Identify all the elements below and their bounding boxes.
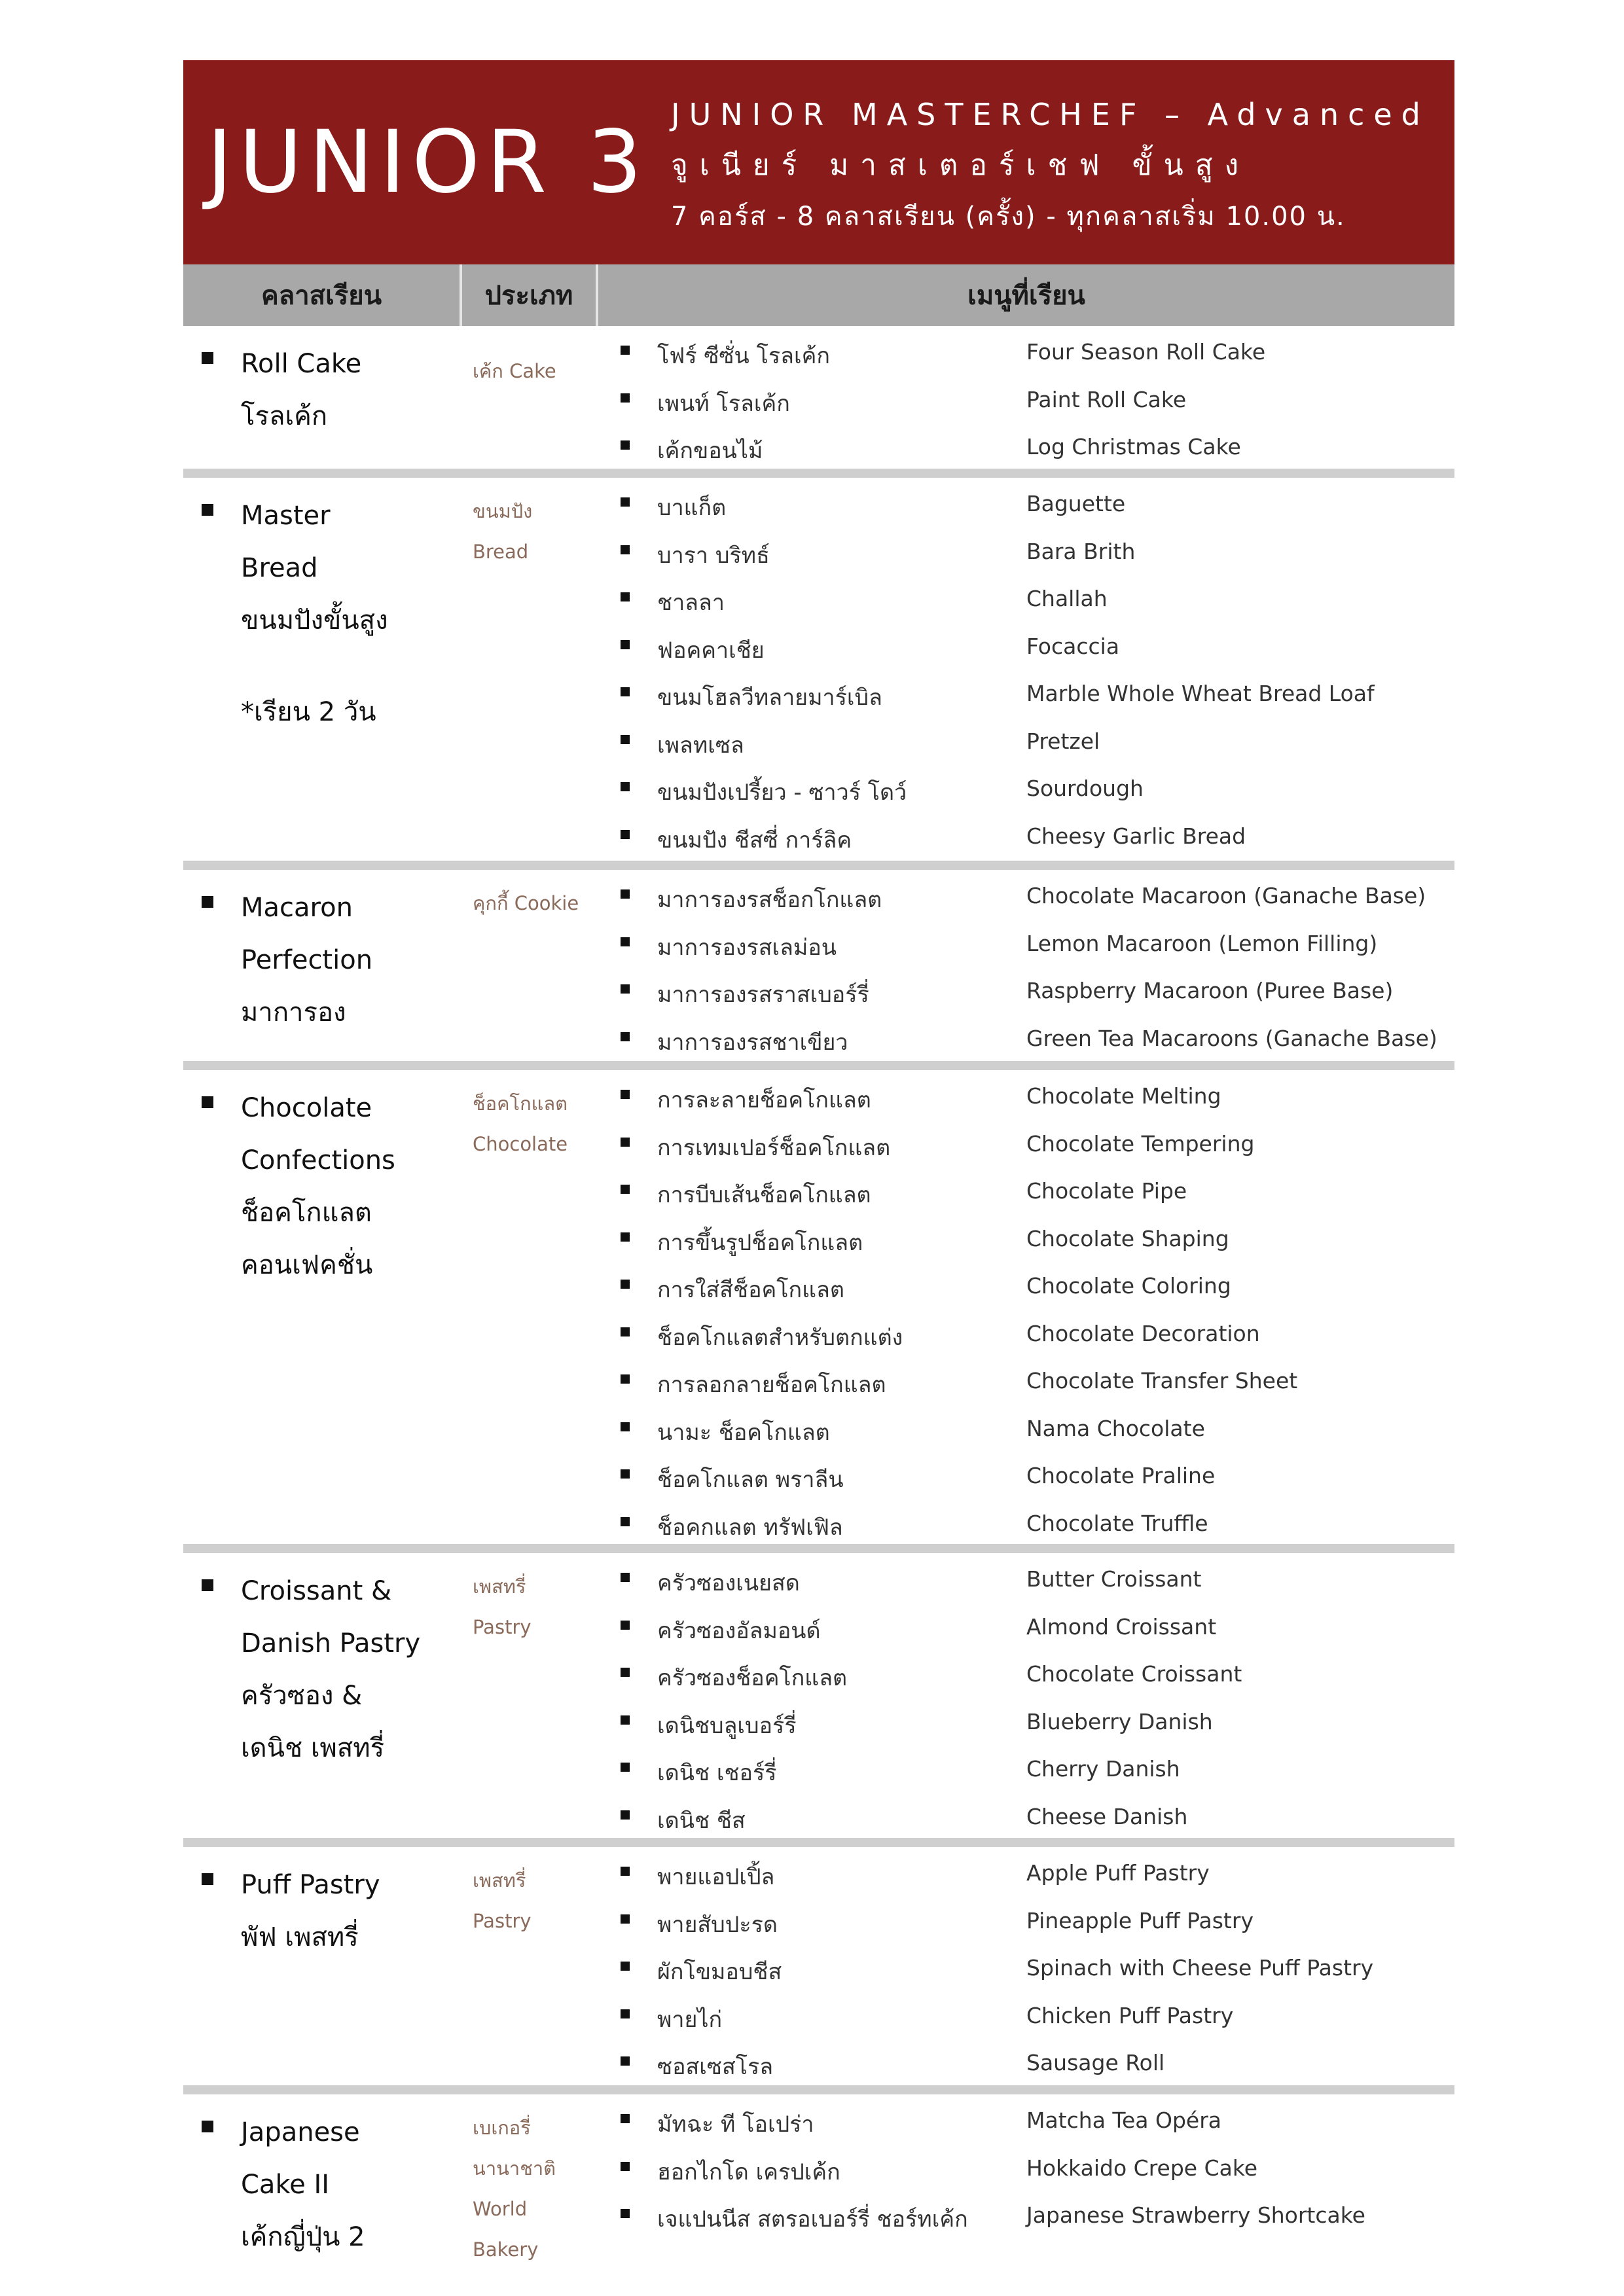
menu-item-th: โฟร์ ซีซั่น โรลเค้ก (657, 343, 830, 369)
menu-item-th: มาการองรสชาเขียว (657, 1029, 848, 1056)
menu-item (621, 1172, 1452, 1219)
class-type-label-th: นานาชาติ (473, 2157, 556, 2179)
bullet-icon (202, 1873, 213, 1885)
class-type (473, 351, 597, 391)
menu-item-th: บารา บริทธ์ (657, 542, 770, 569)
class-section-chocolate (183, 1070, 1454, 1544)
section-divider (183, 861, 1454, 870)
bullet-icon (621, 1280, 630, 1289)
class-section-macaron (183, 870, 1454, 1060)
column-header-class: คลาสเรียน (261, 281, 382, 311)
class-name (241, 1082, 437, 1291)
bullet-icon (202, 352, 213, 364)
bullet-icon (621, 687, 630, 696)
menu-list (621, 484, 1452, 864)
menu-list (621, 2101, 1452, 2244)
bullet-icon (621, 937, 630, 946)
bullet-icon (621, 592, 630, 601)
class-name-en: Perfection (241, 945, 373, 975)
class-section-puff-pastry (183, 1847, 1454, 2081)
menu-item-th: ครัวซองอัลมอนด์ (657, 1617, 821, 1644)
menu-item-th: เดนิชบลูเบอร์รี่ (657, 1712, 797, 1739)
menu-item (621, 1077, 1452, 1124)
column-header-menu: เมนูที่เรียน (967, 281, 1085, 311)
menu-item-en: Chicken Puff Pastry (1026, 2002, 1234, 2028)
menu-item-th: การบีบเส้นช็อคโกแลต (657, 1182, 871, 1208)
class-section-croissant (183, 1553, 1454, 1836)
menu-item-th: ช็อคโกแลต พราลีน (657, 1467, 844, 1493)
menu-item-en: Sourdough (1026, 776, 1144, 801)
class-type-label-th: เพสทรี่ (473, 1869, 526, 1892)
class-name-en: Puff Pastry (241, 1870, 380, 1900)
bullet-icon (621, 830, 630, 839)
menu-item (621, 380, 1452, 428)
menu-item-th: เค้กขอนไม้ (657, 438, 763, 464)
menu-item (621, 332, 1452, 380)
menu-item-en: Chocolate Croissant (1026, 1661, 1242, 1687)
menu-item-en: Hokkaido Crepe Cake (1026, 2155, 1258, 2181)
menu-item (621, 1607, 1452, 1655)
menu-item (621, 1655, 1452, 1702)
menu-item (621, 924, 1452, 972)
menu-item (621, 1314, 1452, 1362)
menu-item-th: การละลายช็อคโกแลต (657, 1087, 871, 1113)
class-name-en: Danish Pastry (241, 1628, 421, 1659)
bullet-icon (621, 545, 630, 554)
bullet-icon (621, 393, 630, 403)
menu-item (621, 1854, 1452, 1901)
menu-item-en: Chocolate Macaroon (Ganache Base) (1026, 883, 1426, 908)
menu-item-th: การใส่สีช็อคโกแลต (657, 1277, 844, 1303)
class-section-master-bread (183, 478, 1454, 859)
menu-item-en: Focaccia (1026, 633, 1120, 659)
bullet-icon (621, 1962, 630, 1971)
class-type (473, 491, 597, 572)
menu-item (621, 532, 1452, 580)
section-divider (183, 2085, 1454, 2094)
menu-list (621, 876, 1452, 1066)
menu-item (621, 2101, 1452, 2149)
title-banner (183, 60, 1454, 264)
menu-item-en: Chocolate Transfer Sheet (1026, 1368, 1298, 1393)
class-name (241, 2106, 437, 2263)
menu-list (621, 1560, 1452, 1844)
class-name-en: Master (241, 501, 331, 531)
menu-item-en: Pretzel (1026, 728, 1100, 754)
menu-item-th: บาแก็ต (657, 495, 727, 521)
section-divider (183, 1061, 1454, 1070)
menu-item-th: มาการองรสราสเบอร์รี่ (657, 982, 869, 1008)
menu-item-en: Bara Brith (1026, 538, 1136, 564)
class-type-label: คุกกี้ Cookie (473, 892, 579, 914)
menu-item (621, 2043, 1452, 2091)
menu-item-th: มัทฉะ ที โอเปร่า (657, 2111, 814, 2138)
bullet-icon (621, 1469, 630, 1479)
menu-item-en: Chocolate Shaping (1026, 1225, 1229, 1251)
menu-item (621, 1702, 1452, 1750)
course-subtitle-th: จูเนียร์ มาสเตอร์เชฟ ขั้นสูง (671, 149, 1251, 182)
class-type-label-en: Pastry (473, 1616, 532, 1638)
bullet-icon (621, 735, 630, 744)
menu-item-en: Raspberry Macaroon (Puree Base) (1026, 978, 1394, 1003)
menu-item (621, 1560, 1452, 1607)
menu-item-th: พายแอปเปิ้ล (657, 1864, 775, 1890)
class-type (473, 2108, 597, 2270)
menu-item (621, 1409, 1452, 1457)
class-name-th: โรลเค้ก (241, 401, 328, 431)
class-section-japanese-cake (183, 2094, 1454, 2291)
class-name-en: Croissant & (241, 1576, 392, 1606)
course-title: JUNIOR 3 (207, 112, 649, 213)
section-divider (183, 1838, 1454, 1847)
menu-item-th: ขนมปัง ชีสซี่ การ์ลิค (657, 827, 852, 853)
menu-item-th: ช็อคโกแลตสำหรับตกแต่ง (657, 1324, 903, 1351)
menu-item-en: Four Season Roll Cake (1026, 339, 1266, 365)
bullet-icon (621, 2114, 630, 2123)
section-divider (183, 469, 1454, 478)
menu-item-en: Green Tea Macaroons (Ganache Base) (1026, 1025, 1437, 1051)
menu-list (621, 1077, 1452, 1551)
class-name-en: Bread (241, 553, 318, 583)
bullet-icon (202, 1096, 213, 1108)
menu-item-th: เดนิช ชีส (657, 1807, 746, 1834)
bullet-icon (621, 1715, 630, 1725)
menu-item (621, 769, 1452, 817)
menu-item-th: การเทมเปอร์ช็อคโกแลต (657, 1134, 891, 1161)
menu-item-th: นามะ ช็อคโกแลต (657, 1419, 830, 1446)
menu-item-th: เพลทเซล (657, 732, 744, 759)
class-name-en: Confections (241, 1145, 395, 1175)
menu-item-en: Cherry Danish (1026, 1756, 1180, 1782)
class-name-en: Roll Cake (241, 349, 362, 379)
table-header (183, 264, 1454, 326)
bullet-icon (202, 1579, 213, 1591)
menu-item-th: ผักโขมอบชีส (657, 1959, 782, 1985)
menu-item-th: พายสับปะรด (657, 1911, 778, 1938)
menu-item-en: Log Christmas Cake (1026, 434, 1241, 459)
bullet-icon (621, 1867, 630, 1876)
menu-item-en: Sausage Roll (1026, 2050, 1165, 2075)
bullet-icon (621, 1810, 630, 1820)
menu-item-en: Chocolate Truffle (1026, 1510, 1208, 1536)
menu-item (621, 674, 1452, 722)
class-name-th: พัฟ เพสทรี่ (241, 1922, 359, 1952)
menu-item-th: เพนท์ โรลเค้ก (657, 390, 790, 417)
course-summary: 7 คอร์ส - 8 คลาสเรียน (ครั้ง) - ทุกคลาสเริ่ม 10.00 น. (671, 202, 1346, 232)
class-type-label-th: เบเกอรี่ (473, 2117, 531, 2139)
bullet-icon (621, 346, 630, 355)
menu-item (621, 2149, 1452, 2197)
bullet-icon (621, 1232, 630, 1242)
menu-item-en: Baguette (1026, 491, 1126, 516)
class-type-label-th: เพสทรี่ (473, 1575, 526, 1598)
bullet-icon (621, 2209, 630, 2218)
menu-item-en: Apple Puff Pastry (1026, 1860, 1210, 1886)
menu-item-en: Chocolate Tempering (1026, 1130, 1255, 1157)
class-name-th: คอนเฟคชั่น (241, 1250, 373, 1280)
menu-item (621, 427, 1452, 475)
menu-item (621, 579, 1452, 627)
bullet-icon (621, 1138, 630, 1147)
menu-item-en: Almond Croissant (1026, 1613, 1217, 1640)
bullet-icon (621, 1090, 630, 1099)
class-name-th: เค้กญี่ปุ่น 2 (241, 2222, 365, 2252)
menu-item-th: ครัวซองเนยสด (657, 1570, 800, 1596)
bullet-icon (621, 1763, 630, 1772)
menu-item (621, 484, 1452, 532)
class-type (473, 883, 597, 924)
menu-list (621, 1854, 1452, 2091)
bullet-icon (621, 1668, 630, 1677)
menu-item-th: ครัวซองช็อคโกแลต (657, 1665, 848, 1691)
class-type-label-en: Chocolate (473, 1133, 568, 1155)
bullet-icon (621, 1327, 630, 1336)
menu-item-en: Cheesy Garlic Bread (1026, 823, 1246, 849)
menu-item-en: Lemon Macaroon (Lemon Filling) (1026, 930, 1378, 956)
class-type (473, 1083, 597, 1164)
class-name-th: ช็อคโกแลต (241, 1198, 372, 1228)
menu-item-en: Cheese Danish (1026, 1803, 1188, 1829)
course-subtitle-block (671, 89, 1441, 242)
class-type-label: เค้ก Cake (473, 360, 556, 382)
bullet-icon (621, 984, 630, 994)
menu-item (621, 722, 1452, 770)
menu-item (621, 1361, 1452, 1409)
column-header-type: ประเภท (484, 281, 573, 311)
menu-item-th: ขนมโฮลวีทลายมาร์เบิล (657, 685, 882, 711)
class-name-th: มาการอง (241, 997, 346, 1028)
class-type-label-en: World (473, 2198, 528, 2220)
bullet-icon (202, 504, 213, 516)
bullet-icon (621, 1517, 630, 1526)
class-name-en: Macaron (241, 893, 353, 923)
menu-item (621, 876, 1452, 924)
menu-item-en: Butter Croissant (1026, 1566, 1202, 1592)
menu-item-th: พายไก่ (657, 2006, 723, 2033)
menu-item-th: ซอสเซสโรล (657, 2054, 774, 2080)
menu-item (621, 1124, 1452, 1172)
class-name-en: Cake II (241, 2170, 330, 2200)
menu-item-en: Spinach with Cheese Puff Pastry (1026, 1955, 1374, 1981)
menu-item-en: Paint Roll Cake (1026, 386, 1187, 412)
class-type-label-th: ช็อคโกแลต (473, 1092, 568, 1115)
menu-item-th: เจแปนนีส สตรอเบอร์รี่ ชอร์ทเค้ก (657, 2206, 968, 2233)
menu-item-th: การลอกลายช็อคโกแลต (657, 1372, 886, 1398)
menu-item (621, 1749, 1452, 1797)
menu-item-en: Chocolate Pipe (1026, 1178, 1187, 1204)
bullet-icon (621, 440, 630, 450)
class-type (473, 1860, 597, 1941)
menu-item-en: Nama Chocolate (1026, 1415, 1205, 1441)
menu-item (621, 1219, 1452, 1267)
menu-item-en: Blueberry Danish (1026, 1708, 1213, 1734)
class-type (473, 1566, 597, 1647)
class-type-label-th: ขนมปัง (473, 500, 533, 522)
menu-item (621, 627, 1452, 675)
menu-item-th: ขนมปังเปรี้ยว - ซาวร์ โดว์ (657, 780, 907, 806)
bullet-icon (202, 2121, 213, 2132)
bullet-icon (621, 889, 630, 899)
class-type-label-en: Pastry (473, 1910, 532, 1932)
menu-item-th: ฮอกไกโด เครปเค้ก (657, 2159, 840, 2185)
bullet-icon (621, 640, 630, 649)
menu-item-en: Japanese Strawberry Shortcake (1026, 2202, 1365, 2228)
bullet-icon (621, 2056, 630, 2066)
bullet-icon (621, 1914, 630, 1924)
class-name-en: Japanese (241, 2117, 360, 2147)
menu-item (621, 971, 1452, 1019)
class-section-roll-cake (183, 326, 1454, 465)
menu-item-en: Chocolate Praline (1026, 1463, 1216, 1488)
menu-item (621, 1901, 1452, 1949)
menu-item (621, 1456, 1452, 1504)
class-name (241, 1565, 437, 1774)
menu-item-th: เดนิช เชอร์รี่ (657, 1760, 777, 1786)
bullet-icon (621, 1422, 630, 1431)
menu-item-th: ฟอคคาเชีย (657, 637, 765, 664)
class-name (241, 882, 437, 1039)
bullet-icon (621, 1573, 630, 1582)
bullet-icon (621, 1374, 630, 1384)
menu-item (621, 817, 1452, 865)
menu-item (621, 1948, 1452, 1996)
class-name-th: ขนมปังขั้นสูง (241, 605, 388, 636)
bullet-icon (621, 2162, 630, 2171)
menu-item-en: Matcha Tea Opéra (1026, 2108, 1221, 2133)
menu-item (621, 2196, 1452, 2244)
class-type-label-en: Bakery (473, 2238, 539, 2261)
bullet-icon (621, 1185, 630, 1194)
menu-item-en: Chocolate Coloring (1026, 1273, 1231, 1299)
menu-item-th: มาการองรสเลม่อน (657, 934, 837, 961)
menu-item-en: Challah (1026, 586, 1108, 611)
section-divider (183, 1544, 1454, 1553)
menu-item-th: ชาลลา (657, 590, 725, 616)
class-type-label-en: Bread (473, 541, 529, 563)
menu-item-th: ช็อคกแลต ทรัฟเฟิล (657, 1514, 843, 1541)
bullet-icon (621, 497, 630, 507)
menu-item-en: Chocolate Decoration (1026, 1320, 1260, 1346)
bullet-icon (621, 782, 630, 791)
bullet-icon (621, 1032, 630, 1041)
menu-item (621, 1019, 1452, 1067)
bullet-icon (621, 2009, 630, 2018)
menu-item (621, 1996, 1452, 2044)
class-name-en: Chocolate (241, 1093, 372, 1123)
menu-item (621, 1266, 1452, 1314)
menu-item-en: Pineapple Puff Pastry (1026, 1907, 1254, 1933)
class-note: *เรียน 2 วัน (241, 697, 376, 727)
menu-item-en: Chocolate Melting (1026, 1083, 1221, 1109)
course-subtitle-en: JUNIOR MASTERCHEF – Advanced (671, 97, 1430, 132)
bullet-icon (621, 1621, 630, 1630)
class-name (241, 338, 437, 442)
bullet-icon (202, 896, 213, 908)
class-name-th: ครัวซอง & (241, 1681, 363, 1711)
class-name-th: เดนิช เพสทรี่ (241, 1733, 385, 1763)
class-name (241, 1859, 437, 1964)
menu-item-th: การขึ้นรูปช็อคโกแลต (657, 1229, 863, 1256)
class-name (241, 490, 437, 738)
menu-list (621, 332, 1452, 475)
menu-item-th: มาการองรสช็อกโกแลต (657, 887, 882, 913)
menu-item-en: Marble Whole Wheat Bread Loaf (1026, 681, 1375, 706)
